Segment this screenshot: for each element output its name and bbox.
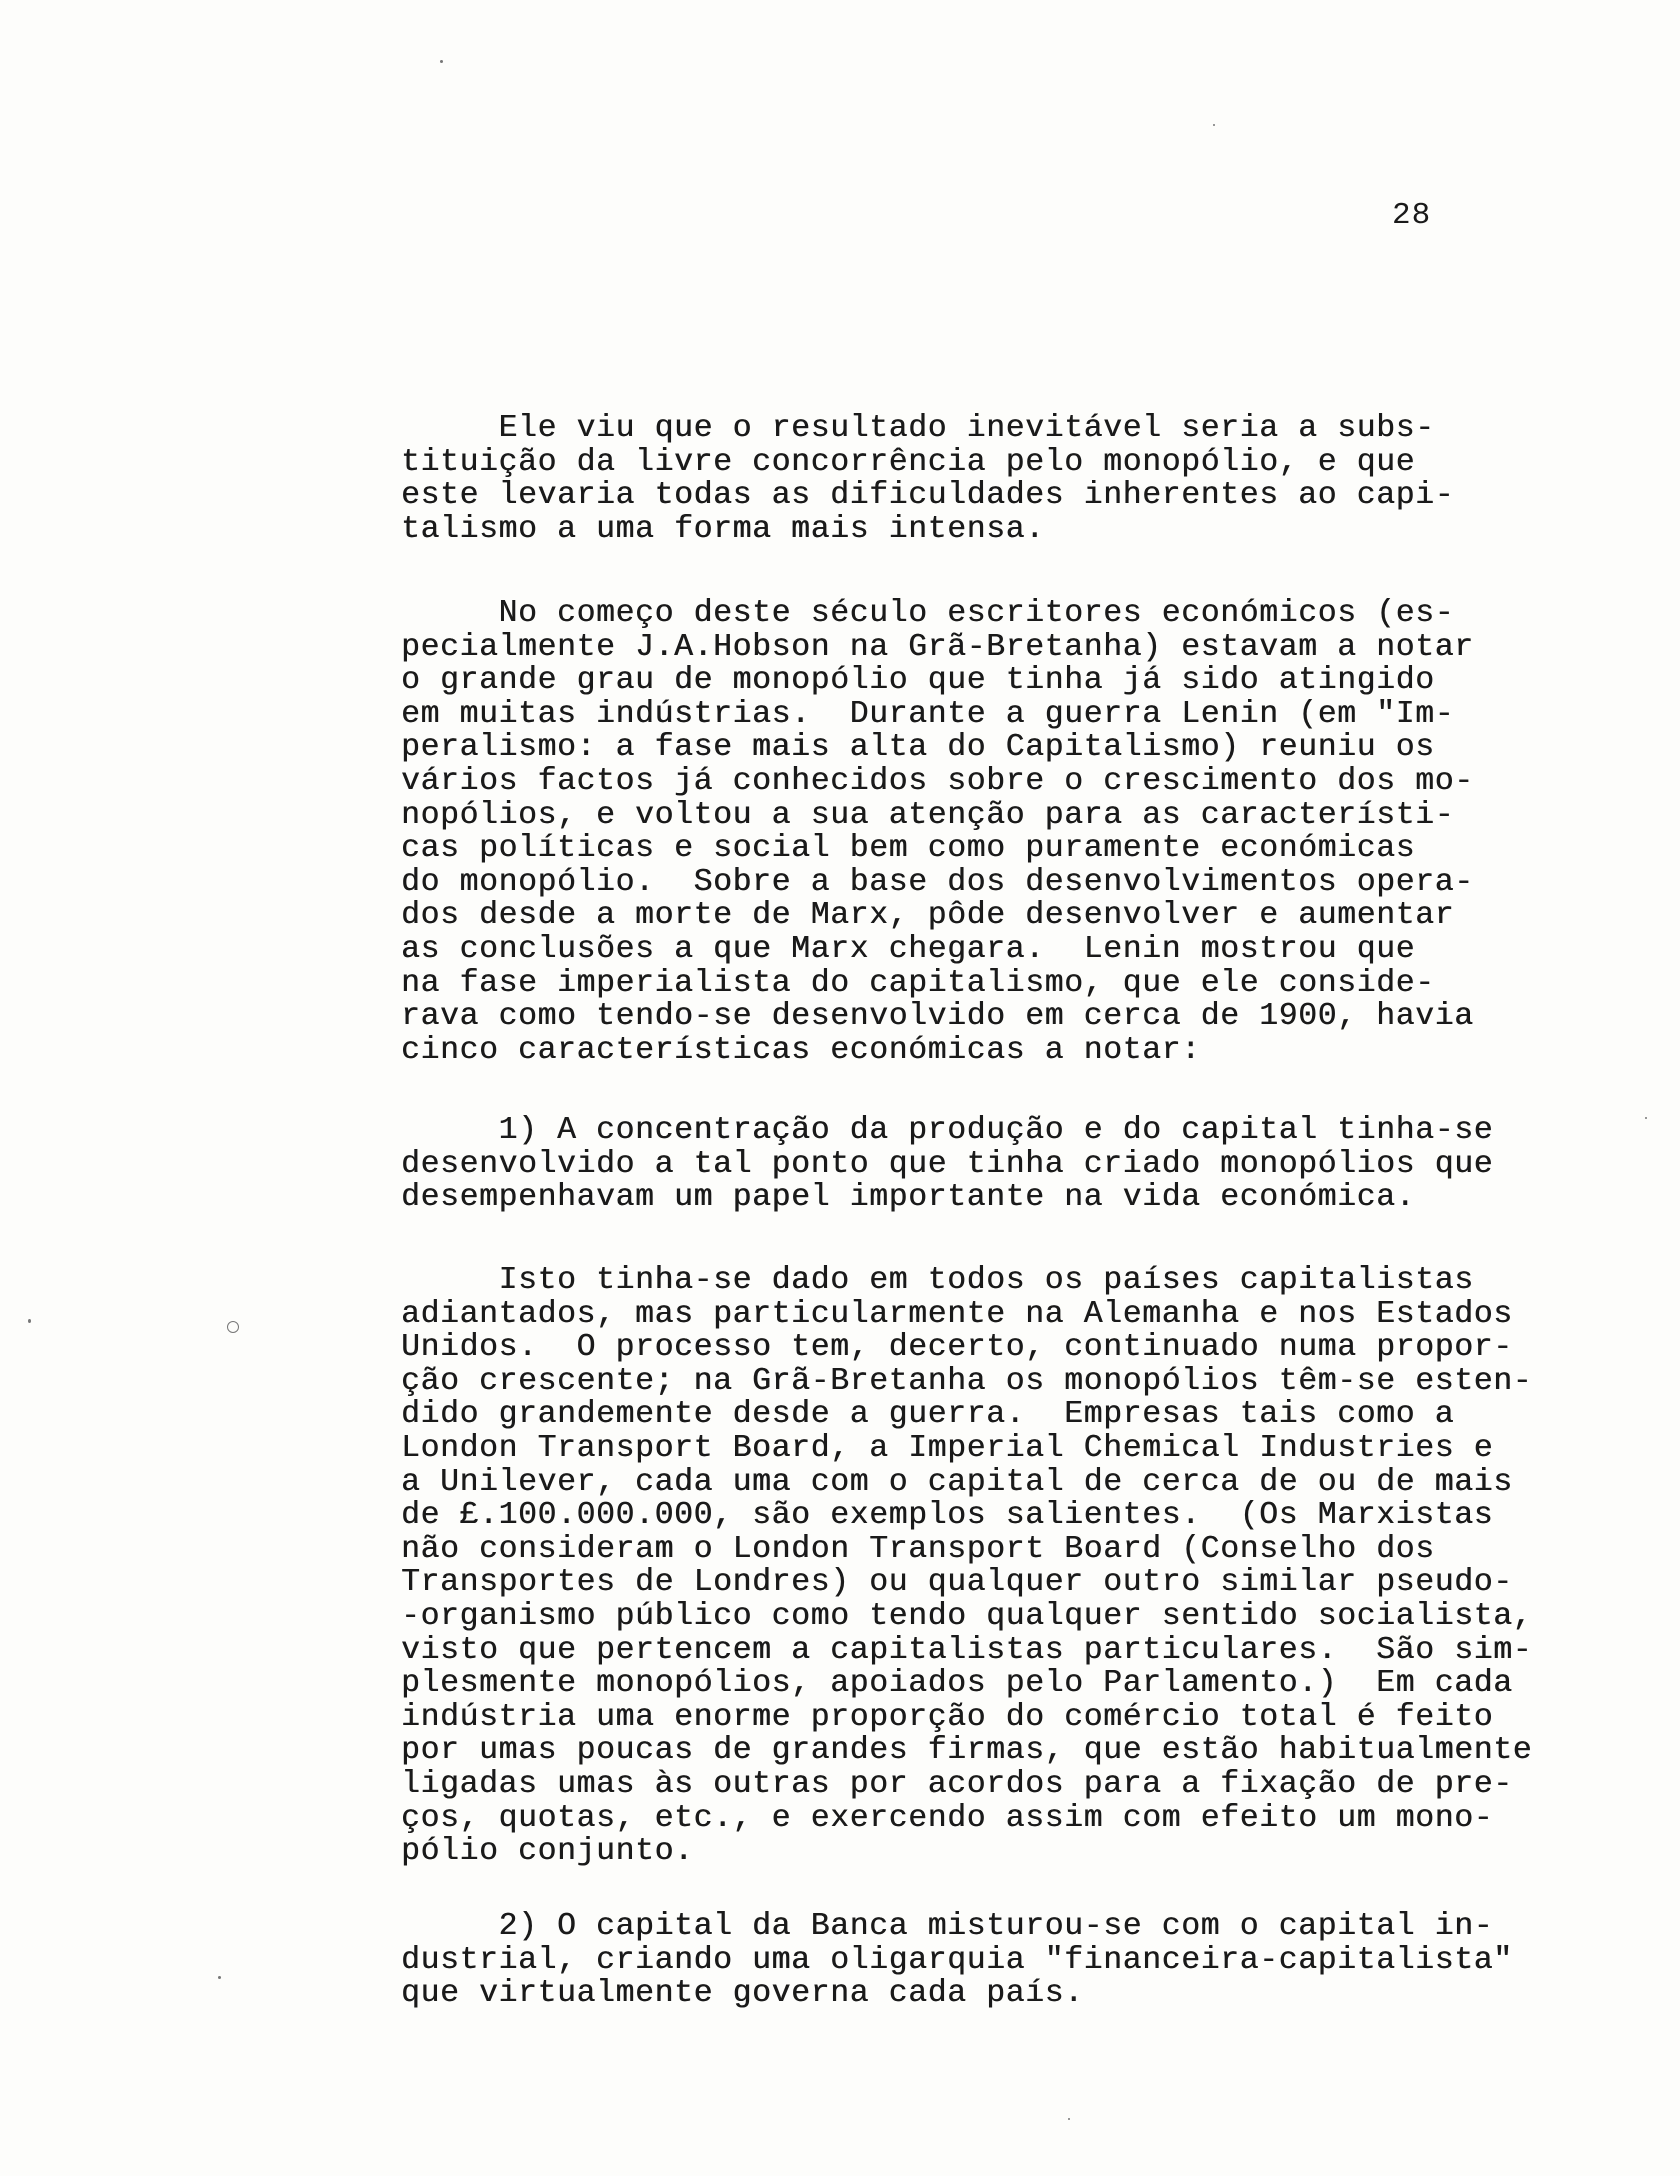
text-line: Transportes de Londres) ou qualquer outro similar pseudo- bbox=[401, 1565, 1513, 1601]
text-line: em muitas indústrias. Durante a guerra Lenin (em "Im- bbox=[401, 696, 1455, 732]
text-line: que virtualmente governa cada país. bbox=[401, 1976, 1084, 2012]
scan-ring-mark bbox=[227, 1321, 239, 1333]
text-line: a Unilever, cada uma com o capital de cerca de ou de mais bbox=[401, 1464, 1513, 1500]
text-line: peralismo: a fase mais alta do Capitalismo) reuniu os bbox=[401, 730, 1435, 766]
text-line: 2) O capital da Banca misturou-se com o capital in- bbox=[401, 1909, 1494, 1944]
scan-speck bbox=[1068, 2118, 1070, 2120]
text-line: No começo deste século escritores económicos (es- bbox=[401, 596, 1455, 631]
text-line: as conclusões a que Marx chegara. Lenin mostrou que bbox=[401, 931, 1416, 967]
text-line: este levaria todas as dificuldades inherentes ao capi- bbox=[401, 478, 1455, 514]
text-line: de £.100.000.000, são exemplos salientes. (Os Marxistas bbox=[401, 1498, 1494, 1534]
text-line: do monopólio. Sobre a base dos desenvolvimentos opera- bbox=[401, 864, 1474, 900]
text-line: visto que pertencem a capitalistas particulares. São sim- bbox=[401, 1632, 1533, 1668]
text-line: dido grandemente desde a guerra. Empresas tais como a bbox=[401, 1397, 1455, 1433]
text-line: -organismo público como tendo qualquer sentido socialista, bbox=[401, 1598, 1533, 1634]
scan-speck bbox=[218, 1976, 221, 1979]
text-line: plesmente monopólios, apoiados pelo Parlamento.) Em cada bbox=[401, 1666, 1513, 1702]
text-line: ção crescente; na Grã-Bretanha os monopólios têm-se esten- bbox=[401, 1363, 1533, 1399]
text-line: não consideram o London Transport Board (Conselho dos bbox=[401, 1531, 1435, 1567]
text-line: Ele viu que o resultado inevitável seria a subs- bbox=[401, 411, 1435, 446]
text-line: desempenhavam um papel importante na vida económica. bbox=[401, 1180, 1416, 1216]
text-line: pecialmente J.A.Hobson na Grã-Bretanha) estavam a notar bbox=[401, 629, 1474, 665]
scan-speck bbox=[440, 60, 443, 63]
text-line: desenvolvido a tal ponto que tinha criado monopólios que bbox=[401, 1146, 1494, 1182]
scan-speck bbox=[1213, 124, 1215, 126]
text-line: tituição da livre concorrência pelo monopólio, e que bbox=[401, 444, 1416, 480]
paragraph bbox=[401, 597, 1571, 1067]
text-line: London Transport Board, a Imperial Chemical Industries e bbox=[401, 1430, 1494, 1466]
text-line: pólio conjunto. bbox=[401, 1834, 694, 1870]
paragraph bbox=[401, 1910, 1571, 2011]
page-number: 28 bbox=[1392, 198, 1432, 233]
paragraph bbox=[401, 412, 1571, 546]
text-line: cas políticas e social bem como puramente económicas bbox=[401, 831, 1416, 867]
text-line: rava como tendo-se desenvolvido em cerca de 1900, havia bbox=[401, 999, 1474, 1035]
text-line: talismo a uma forma mais intensa. bbox=[401, 511, 1045, 547]
scan-speck bbox=[28, 1319, 31, 1323]
text-line: indústria uma enorme proporção do comércio total é feito bbox=[401, 1699, 1494, 1735]
text-line: na fase imperialista do capitalismo, que ele conside- bbox=[401, 965, 1435, 1001]
text-line: cinco características económicas a notar: bbox=[401, 1032, 1201, 1068]
paragraph bbox=[401, 1114, 1571, 1215]
text-line: por umas poucas de grandes firmas, que estão habitualmente bbox=[401, 1733, 1533, 1769]
text-line: 1) A concentração da produção e do capital tinha-se bbox=[401, 1113, 1494, 1148]
text-line: adiantados, mas particularmente na Alemanha e nos Estados bbox=[401, 1296, 1513, 1332]
text-line: vários factos já conhecidos sobre o crescimento dos mo- bbox=[401, 763, 1474, 799]
text-line: dos desde a morte de Marx, pôde desenvolver e aumentar bbox=[401, 898, 1455, 934]
text-line: ligadas umas às outras por acordos para a fixação de pre- bbox=[401, 1766, 1513, 1802]
scan-speck bbox=[1645, 1117, 1647, 1119]
text-line: dustrial, criando uma oligarquia "financeira-capitalista" bbox=[401, 1942, 1513, 1978]
text-line: Unidos. O processo tem, decerto, continuado numa propor- bbox=[401, 1330, 1513, 1366]
text-line: Isto tinha-se dado em todos os países capitalistas bbox=[401, 1263, 1474, 1298]
paragraph bbox=[401, 1264, 1571, 1869]
text-line: o grande grau de monopólio que tinha já sido atingido bbox=[401, 663, 1435, 699]
text-line: ços, quotas, etc., e exercendo assim com efeito um mono- bbox=[401, 1800, 1494, 1836]
text-line: nopólios, e voltou a sua atenção para as característi- bbox=[401, 797, 1455, 833]
